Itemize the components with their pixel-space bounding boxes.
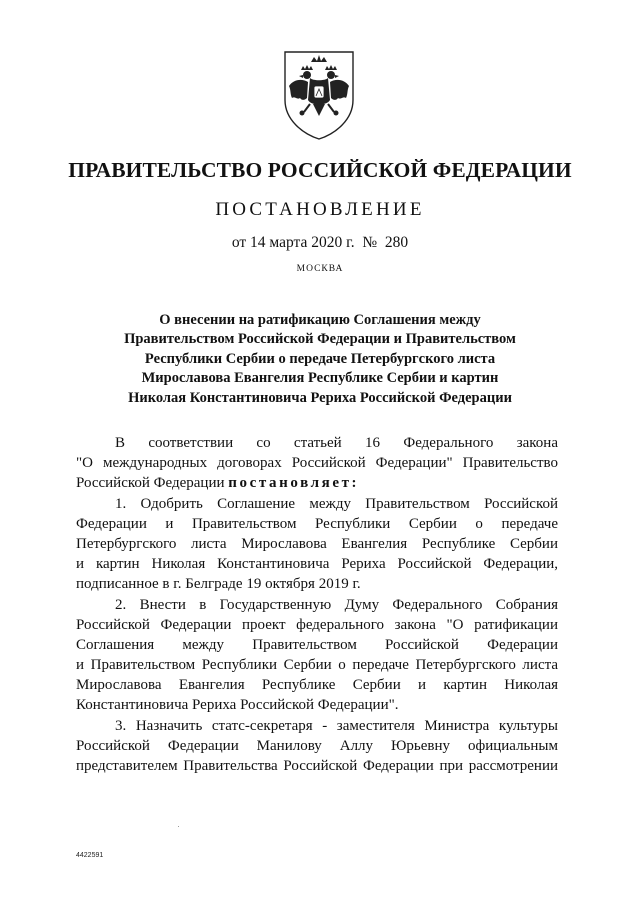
- body-line: 1. Одобрить Соглашение между Правительством Российской: [115, 495, 558, 512]
- body-line: 3. Назначить статс-секретаря - заместителя Министра культуры: [115, 717, 558, 734]
- body-text: Российской Федерации: [76, 475, 225, 492]
- subject-line: Правительством Российской Федерации и Правительством: [124, 331, 516, 348]
- document-city: МОСКВА: [296, 264, 344, 274]
- body-line: Федерации и Правительством Республики Сербии о передаче: [76, 515, 558, 532]
- body-line: и Правительством Республики Сербии о передаче Петербургского листа: [76, 657, 558, 674]
- decree-colon: :: [351, 475, 357, 492]
- document-type: ПОСТАНОВЛЕНИЕ: [215, 199, 425, 220]
- document-subject: [100, 311, 540, 408]
- body-line: 2. Внести в Государственную Думу Федерального Собрания: [115, 596, 558, 613]
- body-line: "О международных договорах Российской Федерации" Правительство: [76, 455, 558, 472]
- body-line: и картин Николая Константиновича Рериха Российской Федерации,: [76, 556, 558, 573]
- coat-of-arms-icon: [277, 48, 361, 142]
- decree-word: постановляет: [228, 475, 352, 492]
- document-date-number: от 14 марта 2020 г. № 280: [231, 234, 409, 251]
- body-line: Петербургского листа Мирославова Евангелия Республике Сербии: [76, 535, 558, 552]
- subject-line: О внесении на ратификацию Соглашения между: [159, 312, 481, 328]
- body-line: В соответствии со статьей 16 Федерального закона: [115, 435, 558, 451]
- document-body: [76, 433, 558, 776]
- subject-line: Республики Сербии о передаче Петербургского листа: [144, 350, 496, 367]
- body-line: представителем Правительства Российской Федерации при рассмотрении: [76, 758, 558, 774]
- body-line: Российской Федерации Манилову Аллу Юрьевну официальным: [76, 737, 558, 754]
- subject-line: Мирославова Евангелия Республике Сербии и картин: [141, 370, 499, 387]
- body-line: Мирославова Евангелия Республике Сербии и картин Николая: [76, 677, 558, 694]
- body-line: Российской Федерации проект федерального закона "О ратификации: [76, 616, 558, 633]
- subject-line: Николая Константиновича Рериха Российской Федерации: [128, 389, 512, 406]
- body-line: подписанное в г. Белграде 19 октября 2019 г.: [76, 576, 361, 593]
- government-title: ПРАВИТЕЛЬСТВО РОССИЙСКОЙ ФЕДЕРАЦИИ: [68, 158, 572, 182]
- body-line: Константиновича Рериха Российской Федерации".: [76, 697, 399, 714]
- scan-speck: [178, 826, 179, 827]
- body-line: Соглашения между Правительством Российской Федерации: [76, 636, 558, 653]
- document-footer-code: 4422591: [76, 852, 104, 859]
- body-line-decree: [76, 473, 558, 493]
